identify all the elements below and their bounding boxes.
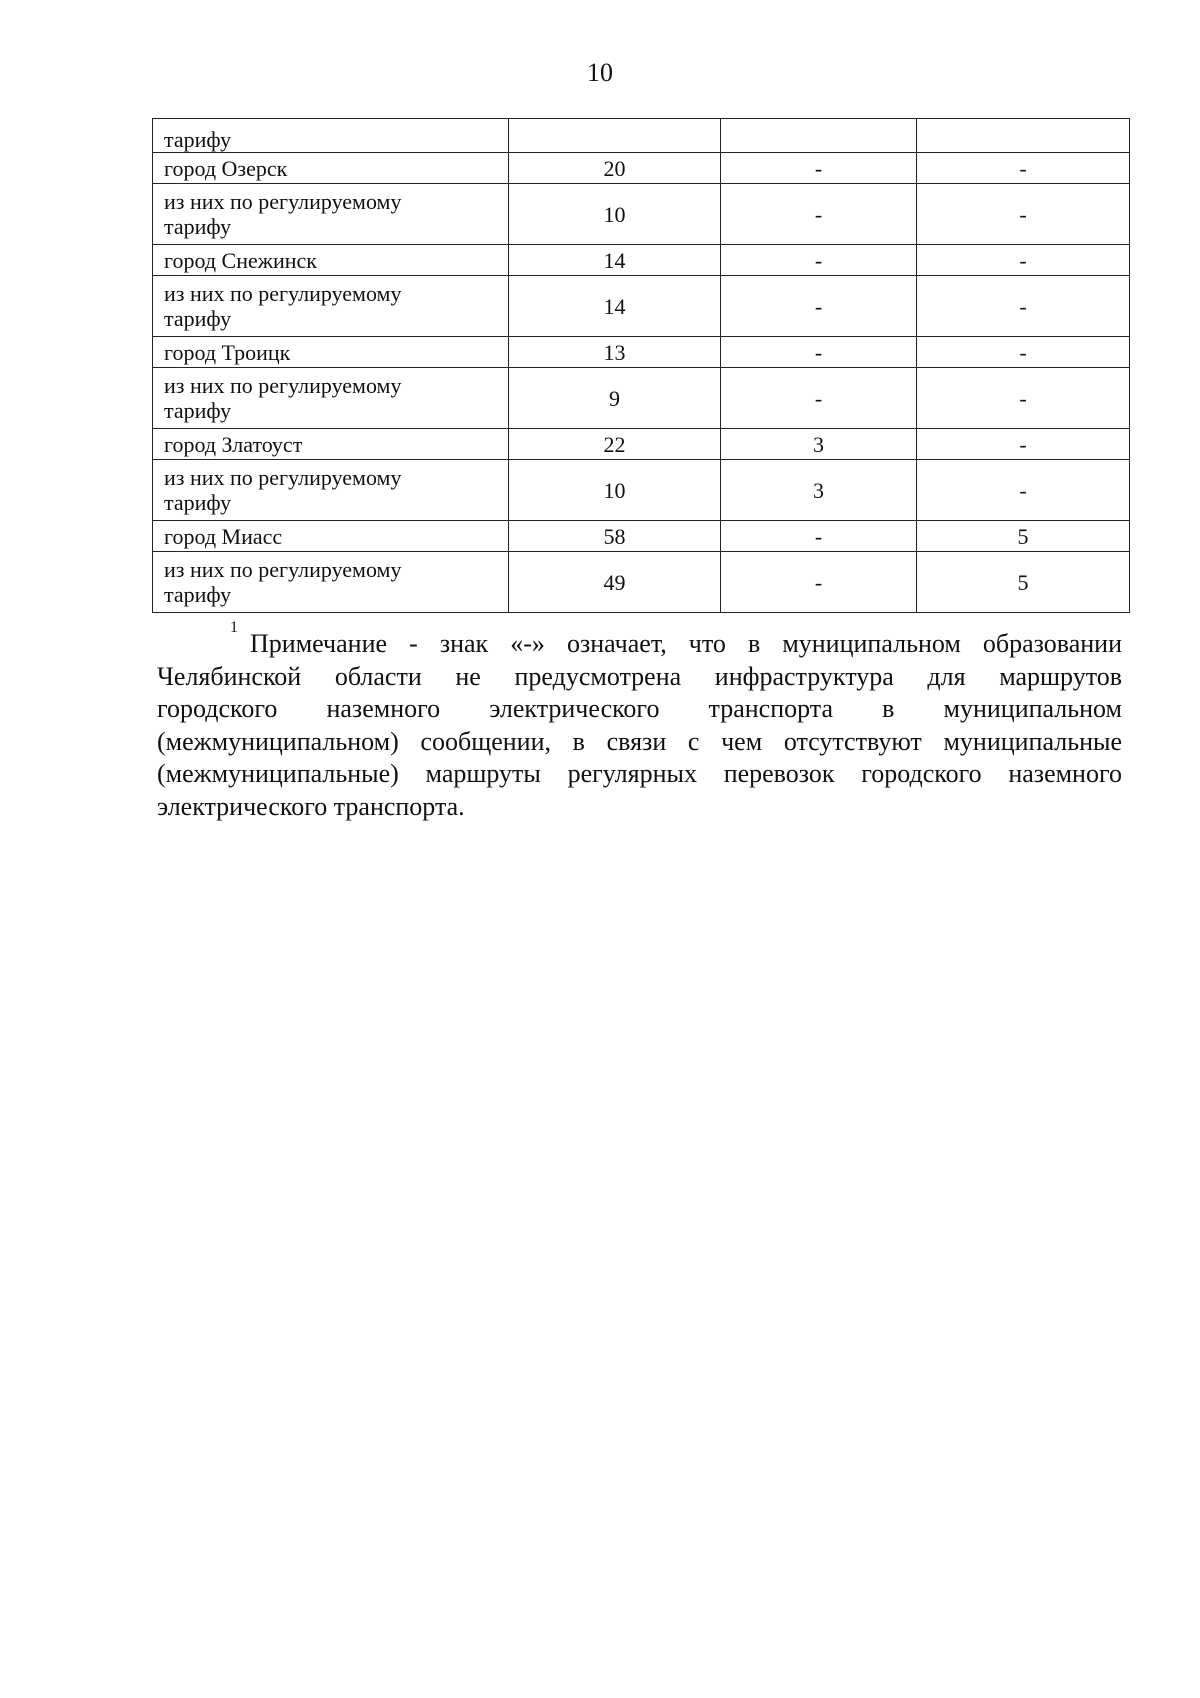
- table-row: [153, 460, 1130, 521]
- table-row: [153, 368, 1130, 429]
- row-name-cell: город Златоуст: [153, 429, 509, 460]
- value-cell-c2: -: [721, 245, 917, 276]
- table-row: [153, 153, 1130, 184]
- note-line: электрического транспорта.: [157, 791, 465, 821]
- value-cell-c2: 3: [721, 460, 917, 521]
- value-cell-c2: -: [721, 552, 917, 613]
- row-name-cell: из них по регулируемому тарифу: [153, 276, 509, 337]
- value-cell-c1: 10: [509, 184, 721, 245]
- value-cell-c2: 3: [721, 429, 917, 460]
- value-cell-c1: 20: [509, 153, 721, 184]
- table-row: [153, 276, 1130, 337]
- page-number: 10: [587, 58, 613, 87]
- value-cell-c3: -: [917, 245, 1130, 276]
- value-cell-c2: -: [721, 337, 917, 368]
- value-cell-c3: -: [917, 429, 1130, 460]
- value-cell-c1: 13: [509, 337, 721, 368]
- value-cell-c3: -: [917, 184, 1130, 245]
- value-cell-c2: -: [721, 153, 917, 184]
- table-row: [153, 337, 1130, 368]
- table-row: [153, 119, 1130, 153]
- footnote-note: [157, 628, 1122, 823]
- table-row: [153, 184, 1130, 245]
- value-cell-c2: -: [721, 184, 917, 245]
- value-cell-c3: -: [917, 276, 1130, 337]
- note-line: (межмуниципальном) сообщении, в связи с чем отсутствуют муниципальные: [157, 726, 1122, 756]
- routes-table: [152, 118, 1130, 613]
- value-cell-c3: -: [917, 368, 1130, 429]
- value-cell-c2: -: [721, 276, 917, 337]
- value-cell-c3: -: [917, 460, 1130, 521]
- value-cell-c1: 10: [509, 460, 721, 521]
- value-cell-c2: -: [721, 521, 917, 552]
- row-name-cell: из них по регулируемому тарифу: [153, 184, 509, 245]
- value-cell-c3: [917, 119, 1130, 153]
- value-cell-c1: [509, 119, 721, 153]
- value-cell-c2: [721, 119, 917, 153]
- value-cell-c1: 14: [509, 276, 721, 337]
- row-name-cell: город Миасс: [153, 521, 509, 552]
- value-cell-c3: 5: [917, 552, 1130, 613]
- note-line: городского наземного электрического транспорта в муниципальном: [157, 694, 1122, 723]
- value-cell-c1: 9: [509, 368, 721, 429]
- note-line: (межмуниципальные) маршруты регулярных перевозок городского наземного: [157, 759, 1122, 788]
- value-cell-c3: -: [917, 337, 1130, 368]
- table-row: [153, 521, 1130, 552]
- row-name-cell: город Озерск: [153, 153, 509, 184]
- table-row: [153, 552, 1130, 613]
- row-name-cell: из них по регулируемому тарифу: [153, 368, 509, 429]
- table-row: [153, 245, 1130, 276]
- row-name-cell: из них по регулируемому тарифу: [153, 552, 509, 613]
- value-cell-c3: -: [917, 153, 1130, 184]
- value-cell-c2: -: [721, 368, 917, 429]
- note-line: Челябинской области не предусмотрена инфраструктура для маршрутов: [157, 661, 1122, 691]
- value-cell-c1: 49: [509, 552, 721, 613]
- table-row: [153, 429, 1130, 460]
- table-body: [153, 119, 1130, 613]
- row-name-cell: тарифу: [153, 119, 509, 153]
- value-cell-c1: 22: [509, 429, 721, 460]
- row-name-cell: из них по регулируемому тарифу: [153, 460, 509, 521]
- value-cell-c1: 58: [509, 521, 721, 552]
- row-name-cell: город Троицк: [153, 337, 509, 368]
- value-cell-c3: 5: [917, 521, 1130, 552]
- footnote-mark: 1: [230, 619, 238, 636]
- value-cell-c1: 14: [509, 245, 721, 276]
- row-name-cell: город Снежинск: [153, 245, 509, 276]
- note-line: Примечание - знак «-» означает, что в муниципальном образовании: [250, 629, 1122, 658]
